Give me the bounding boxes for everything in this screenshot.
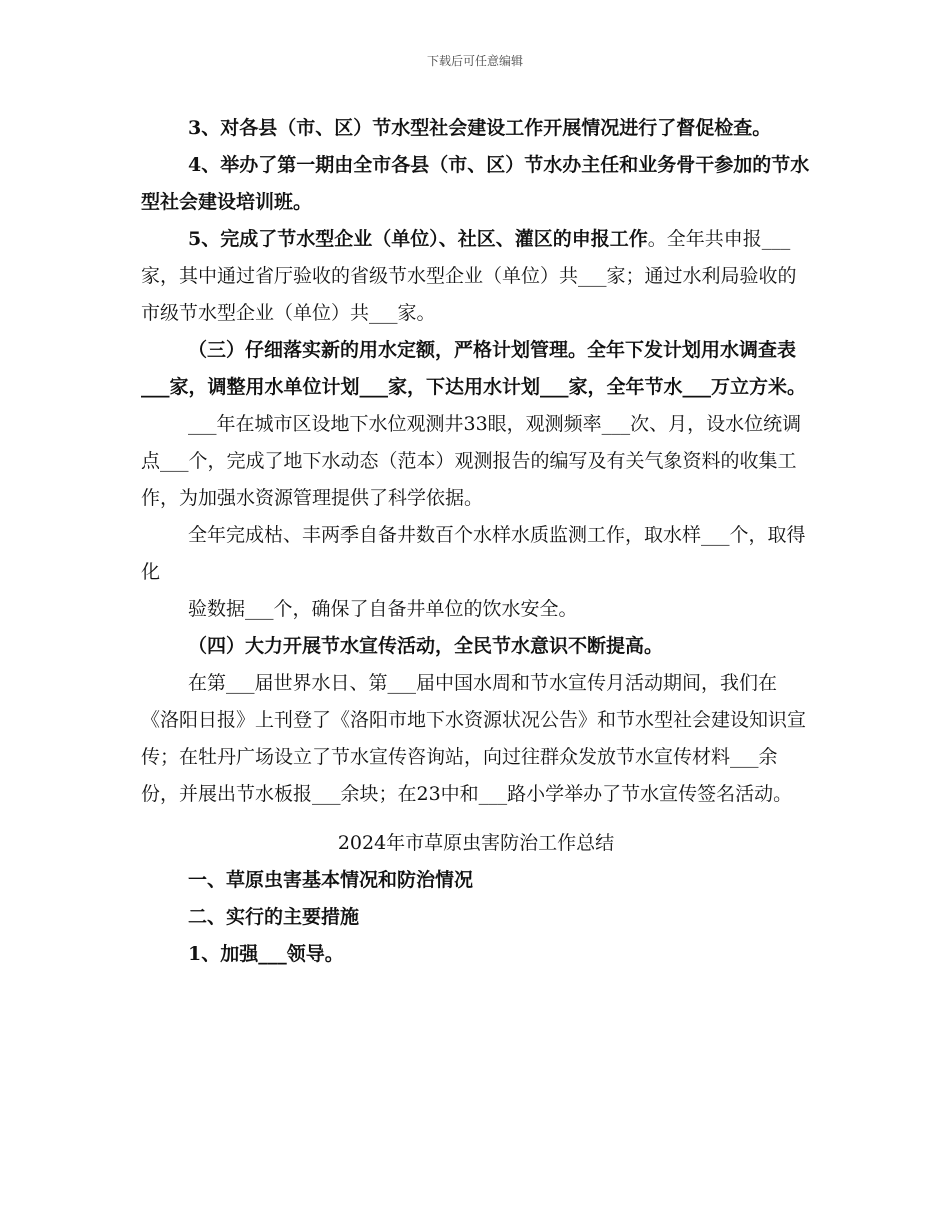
water-quality-paragraph: 全年完成枯、丰两季自备井数百个水样水质监测工作，取水样___个，取得化 xyxy=(141,524,806,583)
publicity-paragraph: 在第___届世界水日、第___届中国水周和节水宣传月活动期间，我们在《洛阳日报》上刊登了《洛阳市地下水资源状况公告》和节水型社会建设知识宣传；在牡丹广场设立了节水宣传咨询站，向过往群众发放节水宣传材料___余份，并展出节水板报___余块；在23中和___路小学举办了节水宣传签名活动。 xyxy=(141,672,807,805)
section-three-paragraph: （三）仔细落实新的用水定额，严格计划管理。全年下发计划用水调查表___家，调整用水单位计划___家，下达用水计划___家，全年节水___万立方米。 xyxy=(141,339,807,398)
document-body xyxy=(141,110,811,973)
section-four-heading: （四）大力开展节水宣传活动，全民节水意识不断提高。 xyxy=(188,635,664,657)
paragraph-item-4: 4、举办了第一期由全市各县（市、区）节水办主任和业务骨干参加的节水型社会建设培训班。 xyxy=(141,154,810,213)
section-two-heading: 二、实行的主要措施 xyxy=(188,906,360,928)
water-quality-continued: 验数据___个，确保了自备井单位的饮水安全。 xyxy=(188,598,578,620)
page-header-note: 下载后可任意编辑 xyxy=(426,54,523,68)
groundwater-paragraph: ___年在城市区设地下水位观测井33眼，观测频率___次、月，设水位统调点___个，完成了地下水动态（范本）观测报告的编写及有关气象资料的收集工作，为加强水资源管理提供了科学依据。 xyxy=(141,413,802,509)
paragraph-item-5-text: 。全年共申报___家，其中通过省厅验收的省级节水型企业（单位）共___家；通过水利局验收的市级节水型企业（单位）共___家。 xyxy=(141,228,797,324)
document-title: 2024年市草原虫害防治工作总结 xyxy=(337,832,615,854)
paragraph-item-5-heading: 5、完成了节水型企业（单位）、社区、灌区的申报工作 xyxy=(188,228,648,250)
section-one-heading: 一、草原虫害基本情况和防治情况 xyxy=(188,869,474,891)
paragraph-item-3: 3、对各县（市、区）节水型社会建设工作开展情况进行了督促检查。 xyxy=(188,117,772,139)
paragraph-item-5 xyxy=(141,221,811,332)
measure-one-heading: 1、加强___领导。 xyxy=(188,943,344,965)
